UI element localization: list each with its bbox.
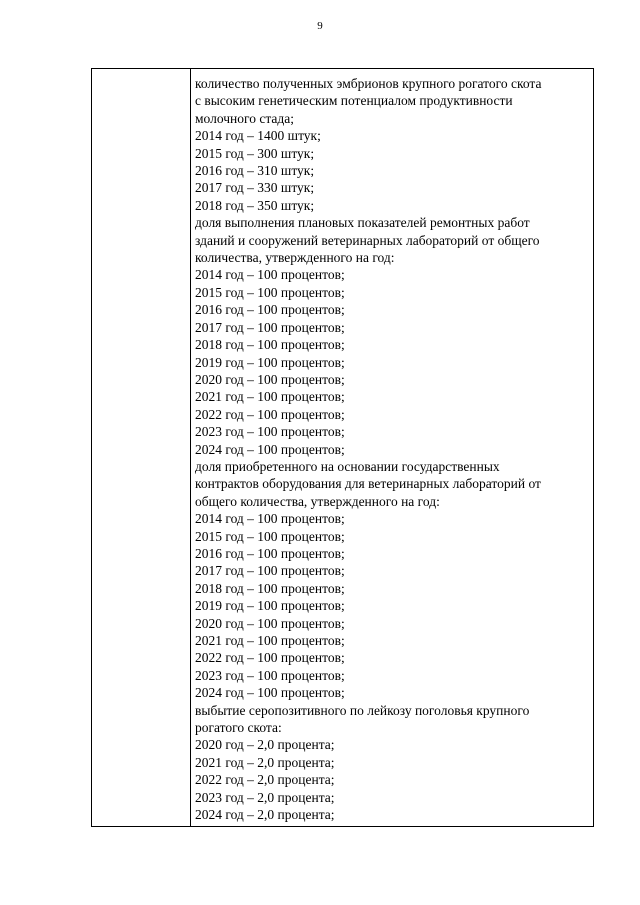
text-line: 2016 год – 100 процентов;	[195, 545, 345, 561]
text-line: 2015 год – 100 процентов;	[195, 528, 345, 544]
page-number: 9	[317, 20, 323, 32]
text-line: 2014 год – 100 процентов;	[195, 267, 345, 283]
text-line: 2024 год – 100 процентов;	[195, 441, 345, 457]
text-line: общего количества, утвержденного на год:	[195, 493, 440, 509]
indicator-lines	[195, 75, 587, 823]
text-line: с высоким генетическим потенциалом продуктивности	[195, 93, 513, 109]
text-line: 2024 год – 100 процентов;	[195, 685, 345, 701]
left-empty-cell	[92, 69, 191, 827]
text-line: 2019 год – 100 процентов;	[195, 354, 345, 370]
text-line: 2016 год – 100 процентов;	[195, 302, 345, 318]
text-line: 2021 год – 100 процентов;	[195, 633, 345, 648]
text-line: 2018 год – 350 штук;	[195, 197, 315, 213]
text-line: 2023 год – 2,0 процента;	[195, 789, 335, 805]
text-line: 2020 год – 100 процентов;	[195, 615, 345, 631]
text-line: доля приобретенного на основании государственных	[195, 458, 500, 474]
text-line: 2020 год – 2,0 процента;	[195, 737, 335, 753]
text-line: рогатого скота:	[195, 720, 282, 736]
text-line: доля выполнения плановых показателей ремонтных работ	[195, 215, 530, 231]
document-table	[91, 68, 594, 827]
text-line: 2024 год – 2,0 процента;	[195, 807, 335, 823]
text-line: 2017 год – 100 процентов;	[195, 563, 345, 579]
indicators-cell	[191, 69, 594, 827]
text-line: выбытие серопозитивного по лейкозу поголовья крупного	[195, 702, 530, 718]
text-line: 2023 год – 100 процентов;	[195, 667, 345, 683]
table-row	[92, 69, 594, 827]
text-line: 2022 год – 100 процентов;	[195, 650, 345, 666]
text-line: 2023 год – 100 процентов;	[195, 424, 345, 440]
text-line: молочного стада;	[195, 110, 295, 126]
text-line: 2014 год – 1400 штук;	[195, 128, 321, 144]
text-line: 2018 год – 100 процентов;	[195, 337, 345, 353]
text-line: 2014 год – 100 процентов;	[195, 511, 345, 527]
text-line: количества, утвержденного на год:	[195, 250, 395, 266]
text-line: 2021 год – 100 процентов;	[195, 389, 345, 405]
text-line: 2017 год – 330 штук;	[195, 180, 315, 196]
text-line: 2017 год – 100 процентов;	[195, 319, 345, 335]
text-line: 2022 год – 2,0 процента;	[195, 772, 335, 788]
text-line: количество полученных эмбрионов крупного рогатого скота	[195, 76, 542, 91]
text-line: 2016 год – 310 штук;	[195, 163, 315, 179]
text-line: зданий и сооружений ветеринарных лабораторий от общего	[195, 232, 540, 248]
text-line: 2019 год – 100 процентов;	[195, 598, 345, 614]
text-line: 2022 год – 100 процентов;	[195, 406, 345, 422]
text-line: 2018 год – 100 процентов;	[195, 580, 345, 596]
text-line: 2015 год – 300 штук;	[195, 145, 315, 161]
text-line: 2021 год – 2,0 процента;	[195, 754, 335, 770]
text-line: контрактов оборудования для ветеринарных лабораторий от	[195, 476, 541, 492]
text-line: 2020 год – 100 процентов;	[195, 371, 345, 387]
text-line: 2015 год – 100 процентов;	[195, 284, 345, 300]
